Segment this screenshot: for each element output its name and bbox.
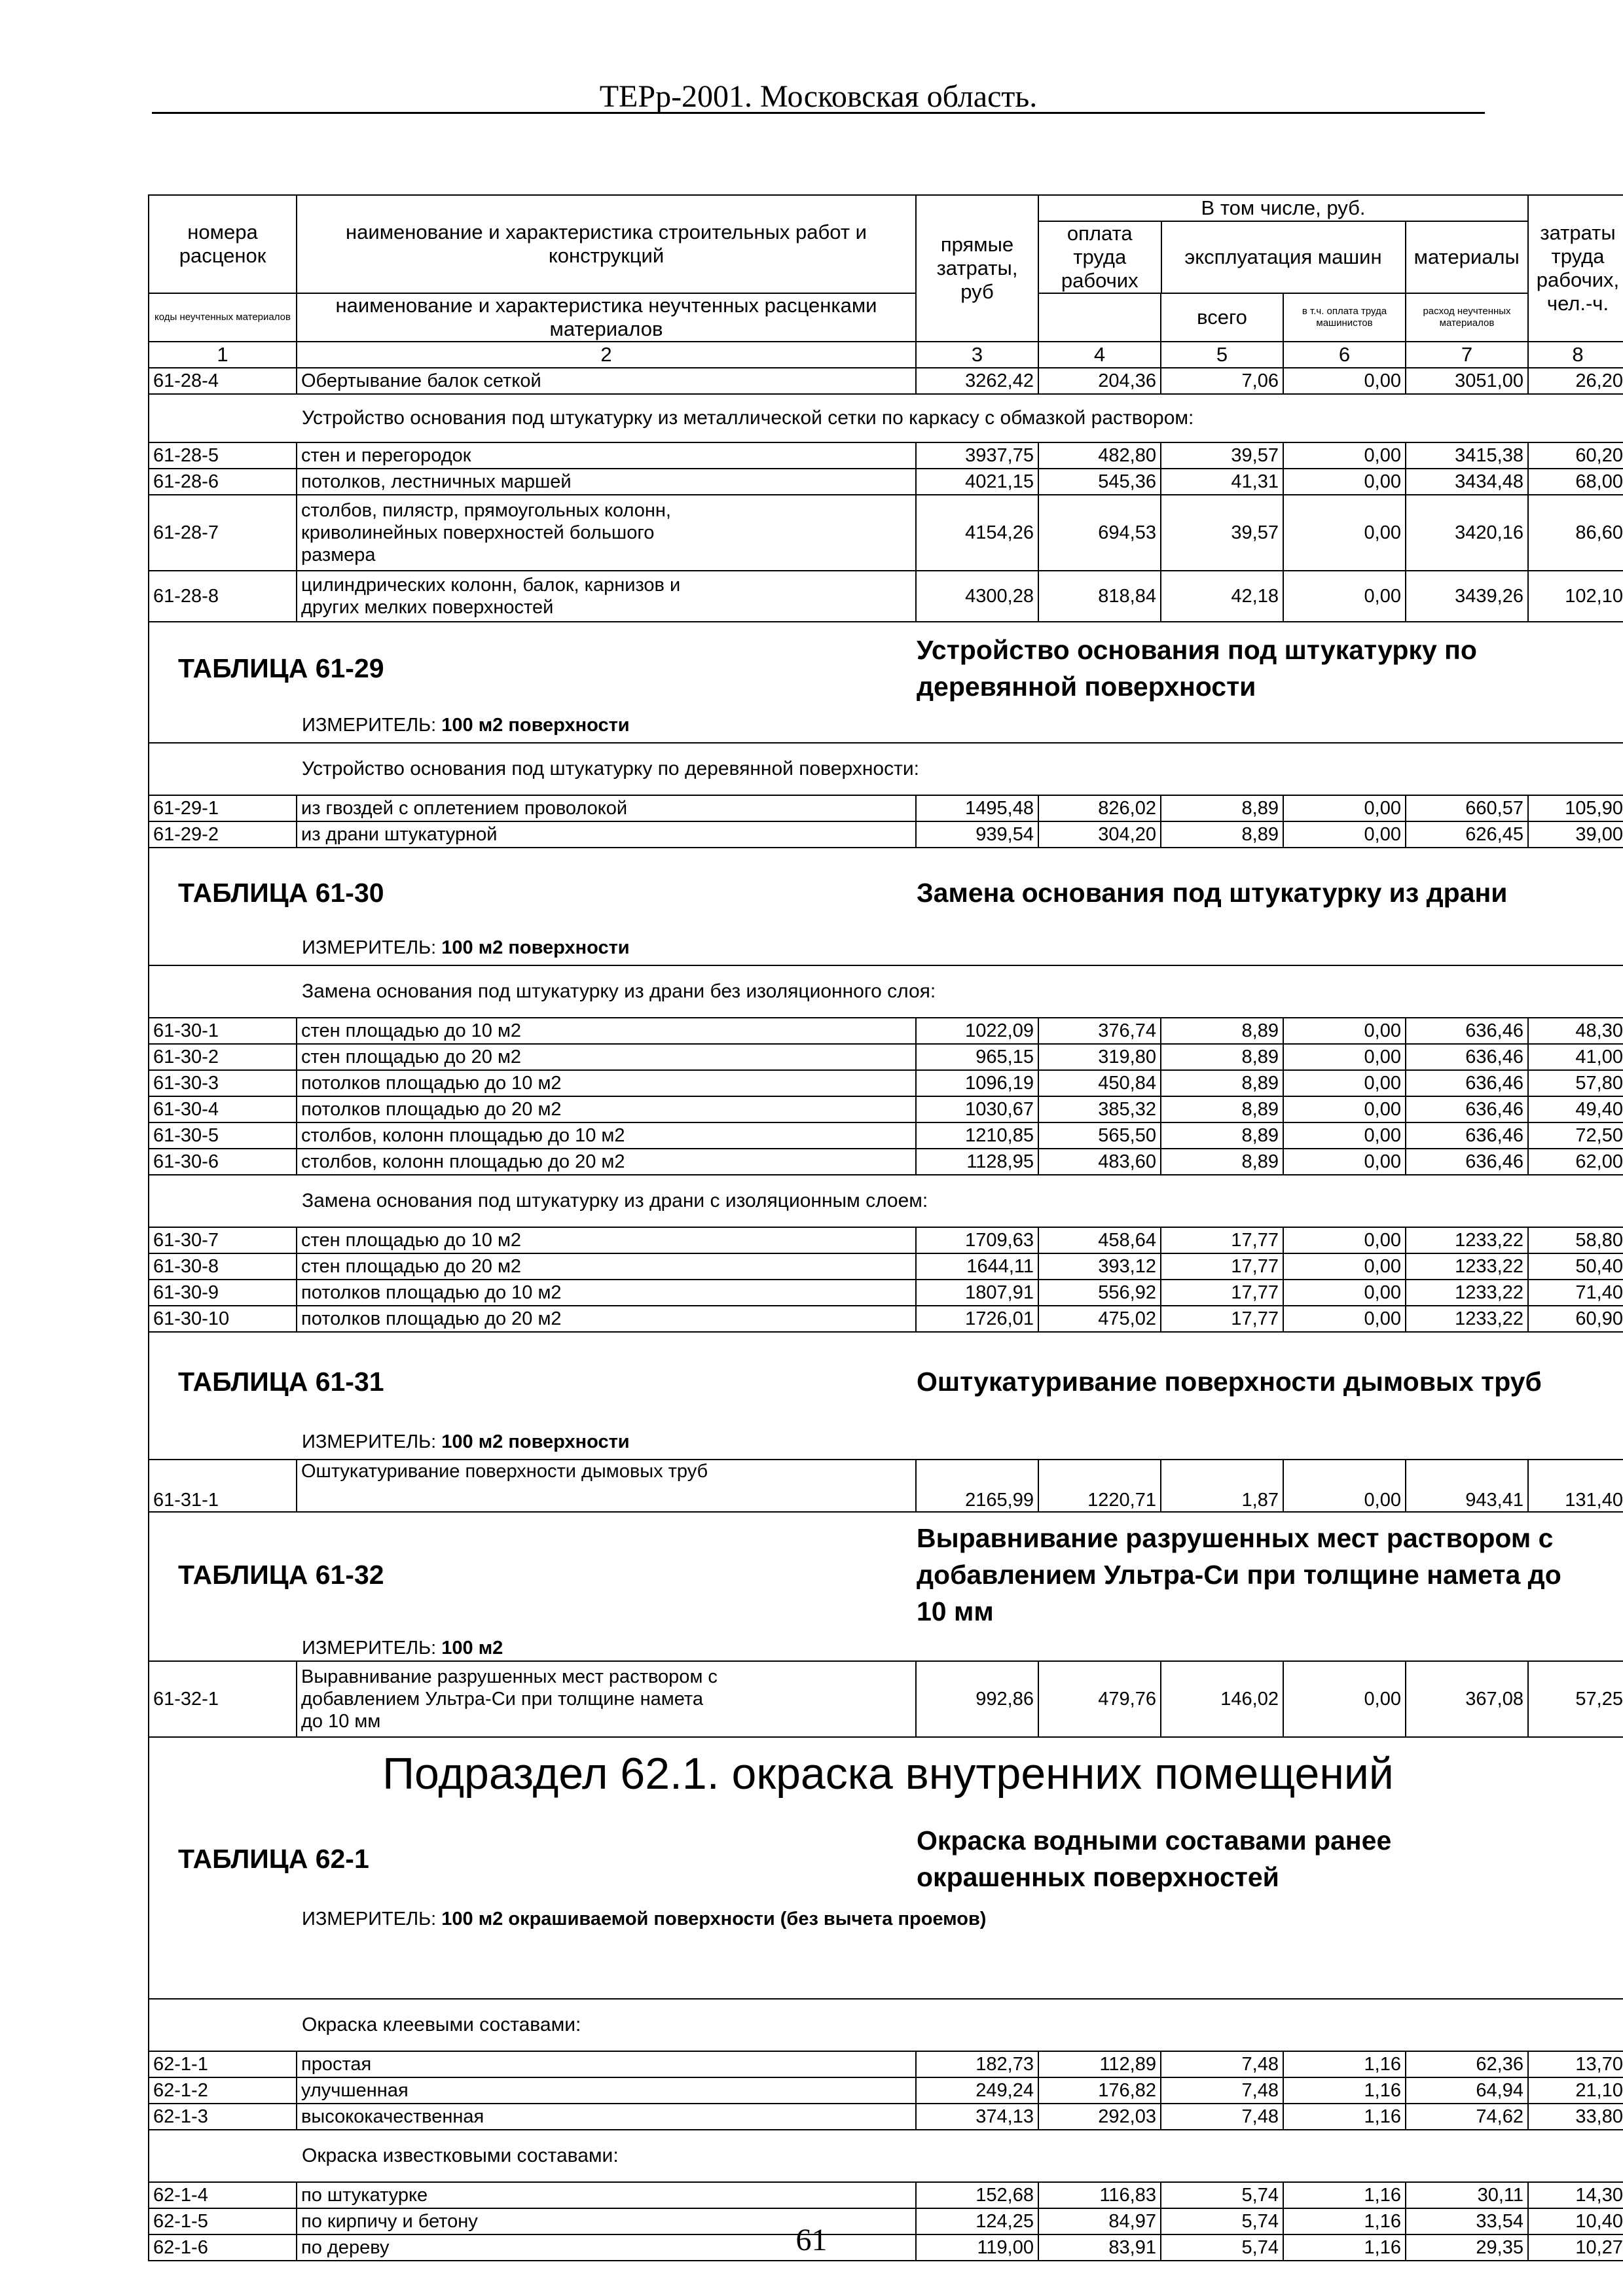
col-mach-pay: в т.ч. оплата труда машинистов [1283, 293, 1406, 342]
section-title: Подраздел 62.1. окраска внутренних помещений [382, 1749, 1394, 1799]
col-name-sub: наименование и характеристика неучтенных расценками материалов [297, 293, 916, 342]
table-title: Оштукатуривание поверхности дымовых труб [917, 1367, 1542, 1397]
table-row: 61-30-4 потолков площадью до 20 м2 1030,67 385,32 8,89 0,00 636,46 49,40 [149, 1096, 1623, 1122]
table-row: 62-1-3 высококачественная 374,13 292,03 7,48 1,16 74,62 33,80 [149, 2104, 1623, 2130]
col-machines-header: эксплуатация машин [1161, 221, 1406, 293]
table-row: 62-1-6 по дереву 119,00 83,91 5,74 1,16 29,35 10,27 [149, 2234, 1623, 2261]
table-label: ТАБЛИЦА 62-1 [178, 1844, 369, 1874]
table-row: 61-30-7 стен площадью до 10 м2 1709,63 458,64 17,77 0,00 1233,22 58,80 [149, 1227, 1623, 1253]
table-title: Окраска водными составами ранее окрашенных поверхностей [917, 1825, 1392, 1892]
table-row: 62-1-4 по штукатурке 152,68 116,83 5,74 1,16 30,11 14,30 [149, 2182, 1623, 2208]
table-row: 61-31-1 Оштукатуривание поверхности дымовых труб 2165,99 1220,71 1,87 0,00 943,41 131,40 [149, 1460, 1623, 1512]
page-number: 61 [795, 2223, 828, 2257]
group-heading-row: Замена основания под штукатурку из драни с изоляционным слоем: [149, 1175, 1623, 1227]
col-labor-header: затраты труда рабочих, чел.-ч. [1528, 195, 1623, 342]
group-heading-row: Замена основания под штукатурку из драни без изоляционного слоя: [149, 965, 1623, 1018]
table-title: Замена основания под штукатурку из драни [917, 877, 1508, 908]
table-row: 61-30-5 столбов, колонн площадью до 10 м2 1210,85 565,50 8,89 0,00 636,46 72,50 [149, 1122, 1623, 1149]
col-direct-header: прямые затраты, руб [916, 195, 1038, 342]
table-row: 61-30-1 стен площадью до 10 м2 1022,09 376,74 8,89 0,00 636,46 48,30 [149, 1018, 1623, 1044]
table-row: 61-30-6 столбов, колонн площадью до 20 м2 1128,95 483,60 8,89 0,00 636,46 62,00 [149, 1149, 1623, 1175]
table-title-block [149, 1332, 1623, 1460]
table-row: 61-28-5 стен и перегородок 3937,75 482,80 39,57 0,00 3415,38 60,20 [149, 442, 1623, 469]
rates-table-frame [148, 194, 1623, 2261]
incl-header: В том числе, руб. [1039, 196, 1527, 221]
measure-unit: ИЗМЕРИТЕЛЬ: 100 м2 [302, 1638, 503, 1659]
table-label: ТАБЛИЦА 61-32 [178, 1560, 384, 1590]
col-code-sub: коды неучтенных материалов [149, 293, 297, 342]
header-rule [152, 112, 1485, 114]
col-mat-sub: расход неучтенных материалов [1406, 293, 1528, 342]
table-subheader-row [149, 293, 1623, 342]
table-row: 61-28-8 цилиндрических колонн, балок, карнизов и других мелких поверхностей 4300,28 818,84 42,18 0,00 3439,26 102,10 [149, 571, 1623, 622]
table-row: 61-30-8 стен площадью до 20 м2 1644,11 393,12 17,77 0,00 1233,22 50,40 [149, 1253, 1623, 1280]
rates-table [148, 194, 1623, 2261]
incl-subheader [1039, 196, 1527, 293]
table-row: 61-28-4 Обертывание балок сеткой 3262,42 204,36 7,06 0,00 3051,00 26,20 [149, 368, 1623, 394]
table-title: Устройство основания под штукатурку по деревянной поверхности [917, 635, 1477, 702]
col-mach-total: всего [1161, 293, 1283, 342]
table-row: 62-1-2 улучшенная 249,24 176,82 7,48 1,16 64,94 21,10 [149, 2077, 1623, 2104]
measure-unit: ИЗМЕРИТЕЛЬ: 100 м2 окрашиваемой поверхности (без вычета проемов) [302, 1909, 987, 1929]
table-row: 61-28-7 столбов, пилястр, прямоугольных колонн, криволинейных поверхностей большого размера 4154,26 694,53 39,57 0,00 3420,16 86,60 [149, 495, 1623, 571]
table-title: Выравнивание разрушенных мест раствором с добавлением Ультра-Си при толщине намета до 10 мм [917, 1523, 1561, 1626]
measure-unit: ИЗМЕРИТЕЛЬ: 100 м2 поверхности [302, 937, 630, 958]
table-header-row [149, 195, 1623, 293]
table-row: 62-1-5 по кирпичу и бетону 124,25 84,97 5,74 1,16 33,54 10,40 [149, 2208, 1623, 2234]
col-pay-header: оплата труда рабочих [1039, 221, 1161, 293]
table-row: 61-30-2 стен площадью до 20 м2 965,15 319,80 8,89 0,00 636,46 41,00 [149, 1044, 1623, 1070]
table-title-block [149, 622, 1623, 743]
col-pay-cont [1038, 293, 1161, 342]
group-heading-row: Окраска клеевыми составами: [149, 1999, 1623, 2051]
section-block [149, 1737, 1623, 1999]
table-title-block [149, 848, 1623, 965]
table-label: ТАБЛИЦА 61-31 [178, 1367, 384, 1397]
table-row: 61-28-6 потолков, лестничных маршей 4021,15 545,36 41,31 0,00 3434,48 68,00 [149, 469, 1623, 495]
table-title-block [149, 1512, 1623, 1661]
table-row: 61-29-1 из гвоздей с оплетением проволокой 1495,48 826,02 8,89 0,00 660,57 105,90 [149, 795, 1623, 821]
group-heading-row: Устройство основания под штукатурку из металлической сетки по каркасу с обмазкой раствором: [149, 394, 1623, 442]
column-numbers-row: 1 2 3 4 5 6 7 8 [149, 342, 1623, 368]
table-row: 61-32-1 Выравнивание разрушенных мест раствором с добавлением Ультра-Си при толщине намета до 10 мм 992,86 479,76 146,02 0,00 367,08 57,25 [149, 1661, 1623, 1737]
table-row: 61-30-9 потолков площадью до 10 м2 1807,91 556,92 17,77 0,00 1233,22 71,40 [149, 1280, 1623, 1306]
table-label: ТАБЛИЦА 61-29 [178, 653, 384, 683]
measure-unit: ИЗМЕРИТЕЛЬ: 100 м2 поверхности [302, 1431, 630, 1452]
col-materials-header: материалы [1413, 245, 1520, 268]
table-row: 61-30-10 потолков площадью до 20 м2 1726,01 475,02 17,77 0,00 1233,22 60,90 [149, 1306, 1623, 1332]
table-row: 61-29-2 из драни штукатурной 939,54 304,20 8,89 0,00 626,45 39,00 [149, 821, 1623, 848]
table-row: 62-1-1 простая 182,73 112,89 7,48 1,16 62,36 13,70 [149, 2051, 1623, 2077]
measure-unit: ИЗМЕРИТЕЛЬ: 100 м2 поверхности [302, 715, 630, 736]
col-name-header: наименование и характеристика строительных работ и конструкций [297, 195, 916, 293]
col-code-header: номера расценок [149, 195, 297, 293]
table-label: ТАБЛИЦА 61-30 [178, 877, 384, 908]
table-row: 61-30-3 потолков площадью до 10 м2 1096,19 450,84 8,89 0,00 636,46 57,80 [149, 1070, 1623, 1096]
group-heading-row: Устройство основания под штукатурку по деревянной поверхности: [149, 743, 1623, 795]
group-heading-row: Окраска известковыми составами: [149, 2130, 1623, 2182]
page-header: ТЕРр-2001. Московская область. [599, 79, 1038, 114]
